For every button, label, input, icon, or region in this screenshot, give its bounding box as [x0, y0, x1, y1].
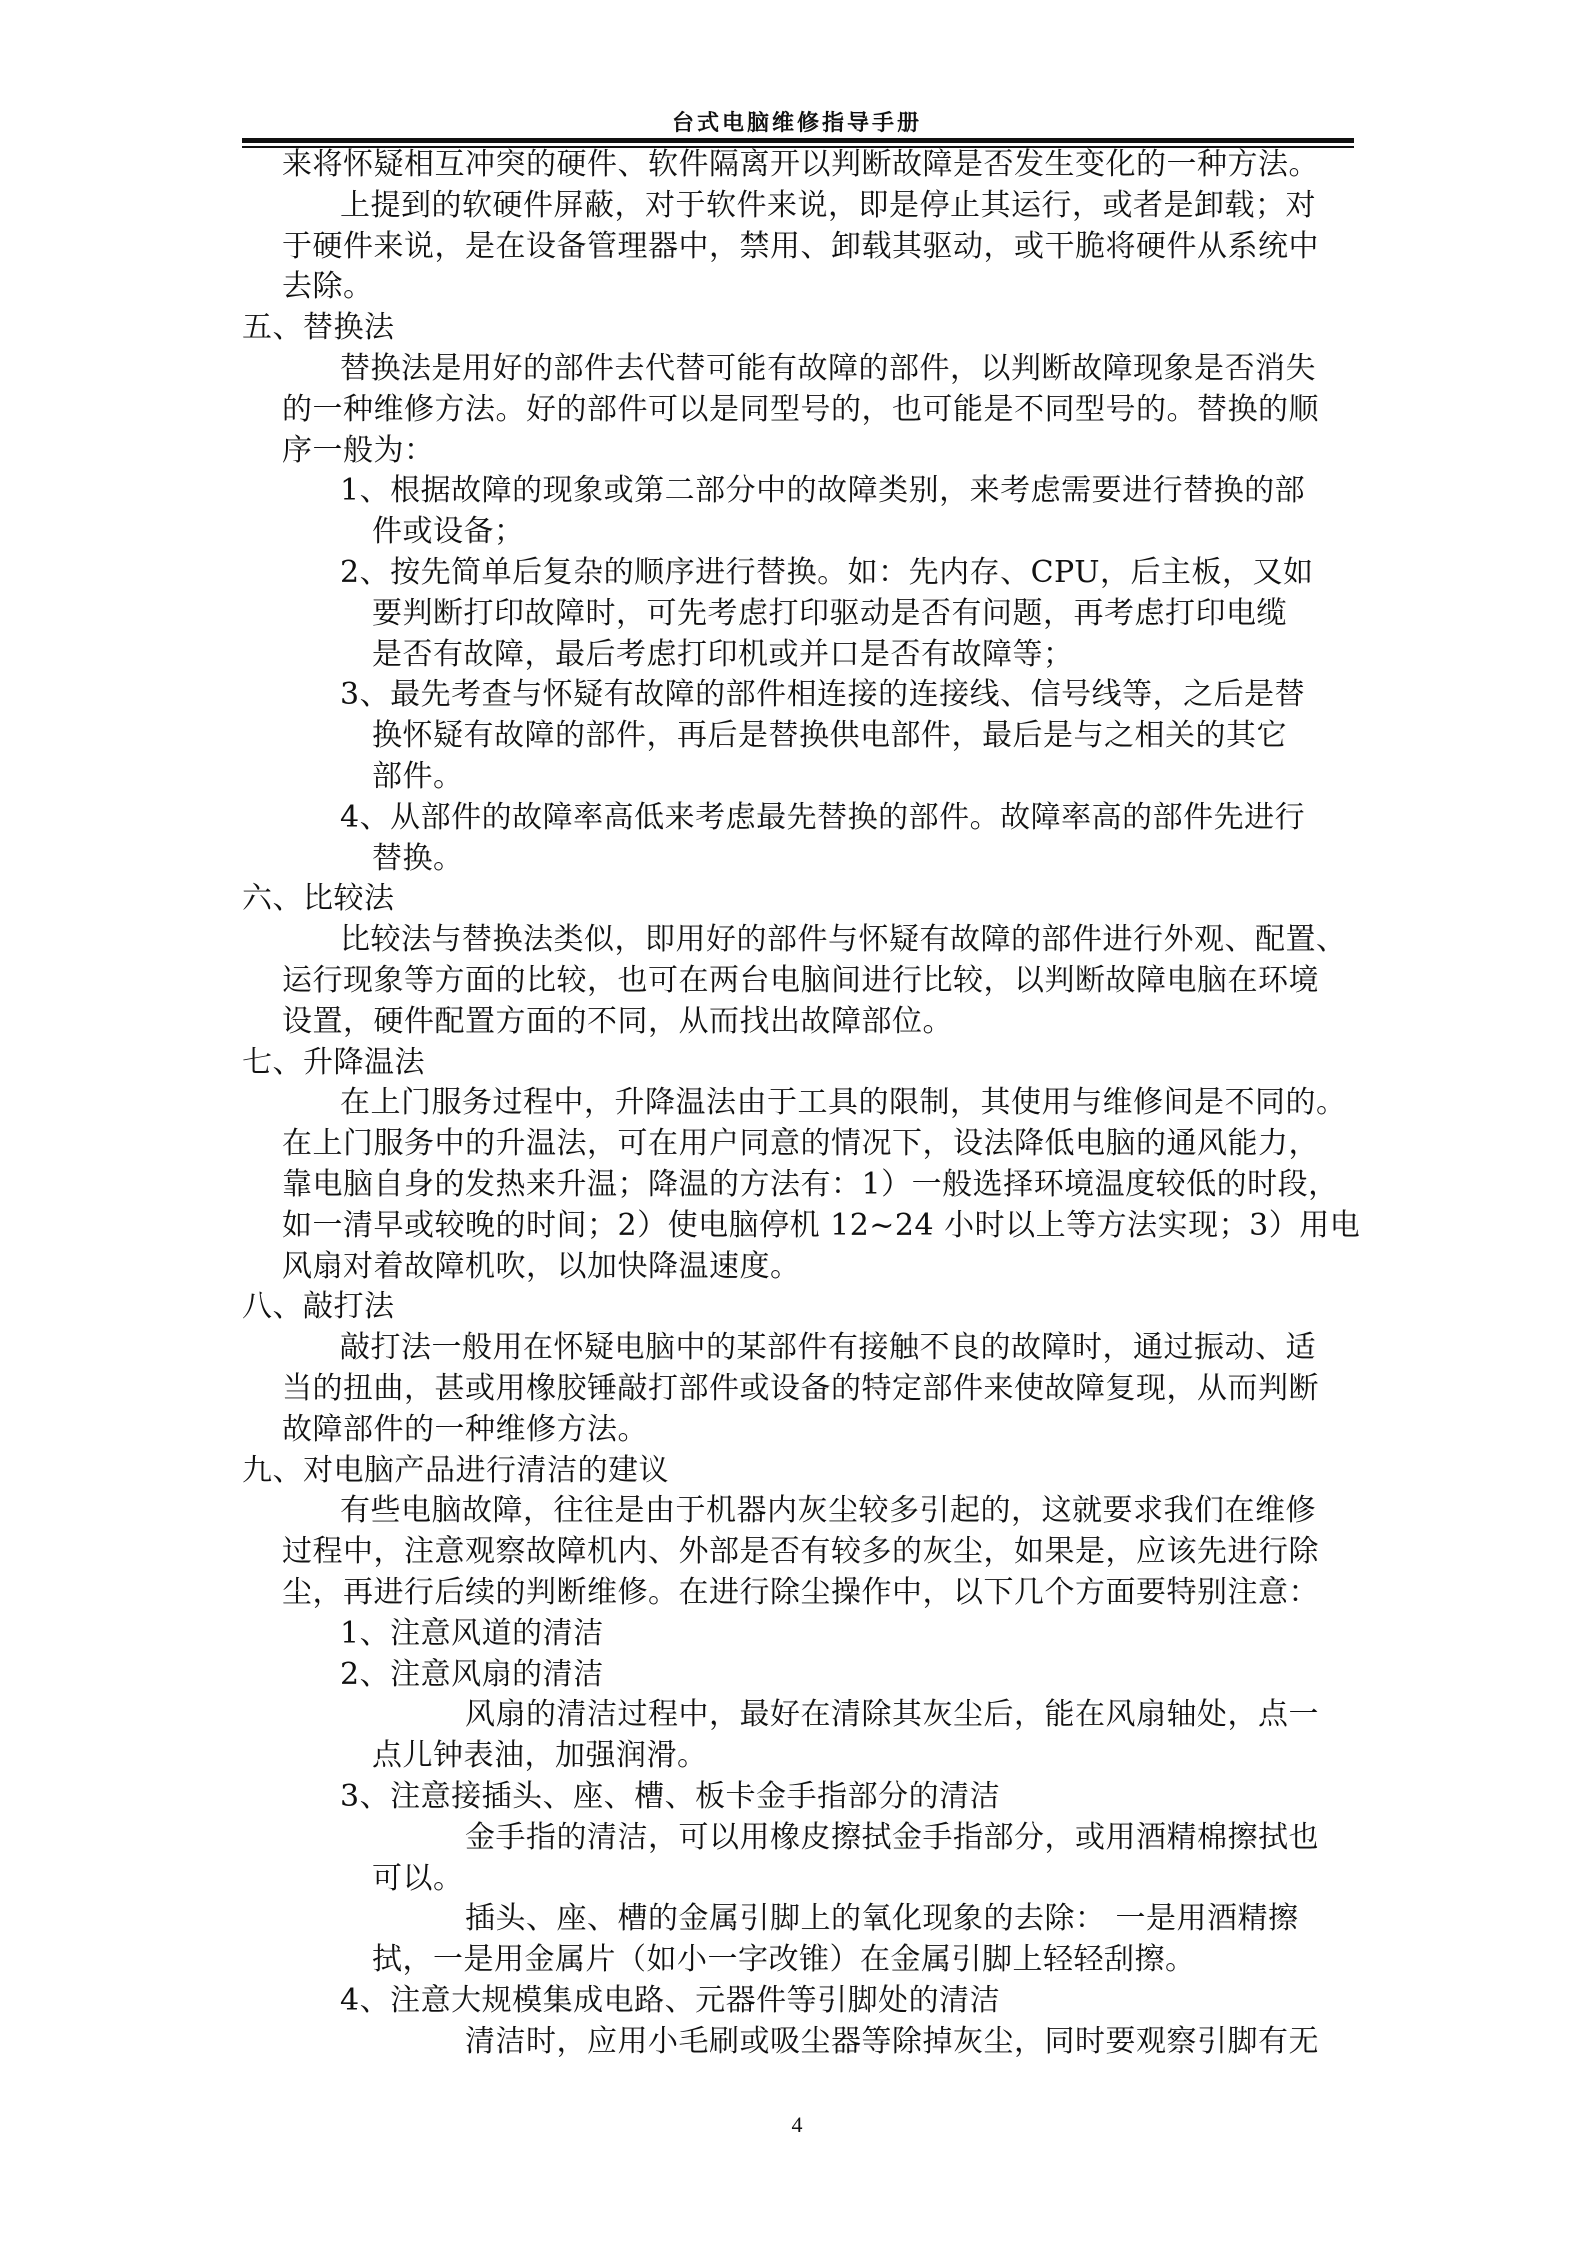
text-line: 五、替换法 — [242, 310, 395, 346]
text-line: 九、对电脑产品进行清洁的建议 — [242, 1452, 669, 1488]
text-line: 清洁时，应用小毛刷或吸尘器等除掉灰尘，同时要观察引脚有无 — [465, 2023, 1319, 2059]
text-line: 靠电脑自身的发热来升温；降温的方法有：1）一般选择环境温度较低的时段， — [282, 1167, 1339, 1202]
text-line: 部件。 — [372, 759, 464, 794]
text-line: 比较法与替换法类似，即用好的部件与怀疑有故障的部件进行外观、配置、 — [340, 922, 1347, 958]
text-line: 运行现象等方面的比较，也可在两台电脑间进行比较，以判断故障电脑在环境 — [282, 963, 1319, 998]
text-line: 在上门服务过程中，升降温法由于工具的限制，其使用与维修间是不同的。 — [340, 1085, 1347, 1121]
text-line: 上提到的软硬件屏蔽，对于软件来说，即是停止其运行，或者是卸载；对 — [340, 187, 1316, 223]
text-line: 序一般为： — [282, 432, 435, 468]
text-line: 2、按先简单后复杂的顺序进行替换。如：先内存、CPU，后主板，又如 — [340, 555, 1314, 590]
header-rule-thick — [242, 138, 1354, 143]
text-line: 要判断打印故障时，可先考虑打印驱动是否有问题，再考虑打印电缆 — [372, 595, 1287, 631]
text-line: 可以。 — [372, 1860, 464, 1896]
text-line: 设置，硬件配置方面的不同，从而找出故障部位。 — [282, 1003, 953, 1039]
text-line: 是否有故障，最后考虑打印机或并口是否有故障等； — [372, 636, 1074, 672]
text-line: 替换。 — [372, 840, 464, 876]
text-line: 2、注意风扇的清洁 — [340, 1656, 604, 1692]
text-line: 在上门服务中的升温法，可在用户同意的情况下，设法降低电脑的通风能力， — [282, 1126, 1319, 1162]
text-line: 点儿钟表油，加强润滑。 — [372, 1738, 708, 1774]
text-line: 1、根据故障的现象或第二部分中的故障类别，来考虑需要进行替换的部 — [340, 473, 1306, 509]
text-line: 六、比较法 — [242, 881, 395, 917]
text-line: 来将怀疑相互冲突的硬件、软件隔离开以判断故障是否发生变化的一种方法。 — [282, 147, 1319, 182]
text-line: 的一种维修方法。好的部件可以是同型号的，也可能是不同型号的。替换的顺 — [282, 391, 1319, 427]
text-line: 故障部件的一种维修方法。 — [282, 1411, 648, 1447]
text-line: 过程中，注意观察故障机内、外部是否有较多的灰尘，如果是，应该先进行除 — [282, 1534, 1319, 1570]
text-line: 去除。 — [282, 269, 374, 305]
text-line: 3、最先考查与怀疑有故障的部件相连接的连接线、信号线等，之后是替 — [340, 677, 1306, 713]
text-line: 尘，再进行后续的判断维修。在进行除尘操作中，以下几个方面要特别注意： — [282, 1575, 1319, 1610]
text-line: 1、注意风道的清洁 — [340, 1615, 604, 1651]
header-title: 台式电脑维修指导手册 — [671, 111, 922, 136]
text-line: 换怀疑有故障的部件，再后是替换供电部件，最后是与之相关的其它 — [372, 718, 1287, 754]
text-line: 八、敲打法 — [242, 1289, 395, 1325]
text-line: 敲打法一般用在怀疑电脑中的某部件有接触不良的故障时，通过振动、适 — [340, 1330, 1316, 1366]
text-line: 金手指的清洁，可以用橡皮擦拭金手指部分，或用酒精棉擦拭也 — [465, 1819, 1319, 1855]
text-line: 有些电脑故障，往往是由于机器内灰尘较多引起的，这就要求我们在维修 — [340, 1493, 1316, 1529]
text-line: 拭，一是用金属片（如小一字改锥）在金属引脚上轻轻刮擦。 — [372, 1942, 1196, 1978]
text-line: 3、注意接插头、座、槽、板卡金手指部分的清洁 — [340, 1779, 1001, 1814]
text-line: 4、从部件的故障率高低来考虑最先替换的部件。故障率高的部件先进行 — [340, 799, 1306, 835]
page-number: 4 — [791, 2112, 803, 2137]
text-line: 件或设备； — [372, 514, 525, 550]
text-line: 插头、座、槽的金属引脚上的氧化现象的去除： 一是用酒精擦 — [465, 1901, 1299, 1937]
text-line: 当的扭曲，甚或用橡胶锤敲打部件或设备的特定部件来使故障复现，从而判断 — [282, 1371, 1319, 1406]
text-line: 于硬件来说，是在设备管理器中，禁用、卸载其驱动，或干脆将硬件从系统中 — [282, 228, 1319, 264]
text-line: 如一清早或较晚的时间；2）使电脑停机 12~24 小时以上等方法实现；3）用电 — [282, 1207, 1361, 1243]
text-line: 4、注意大规模集成电路、元器件等引脚处的清洁 — [340, 1983, 1001, 2018]
text-line: 替换法是用好的部件去代替可能有故障的部件，以判断故障现象是否消失 — [340, 351, 1316, 386]
text-line: 风扇对着故障机吹，以加快降温速度。 — [282, 1248, 801, 1284]
text-line: 七、升降温法 — [242, 1044, 425, 1080]
text-line: 风扇的清洁过程中，最好在清除其灰尘后，能在风扇轴处，点一 — [465, 1697, 1319, 1733]
